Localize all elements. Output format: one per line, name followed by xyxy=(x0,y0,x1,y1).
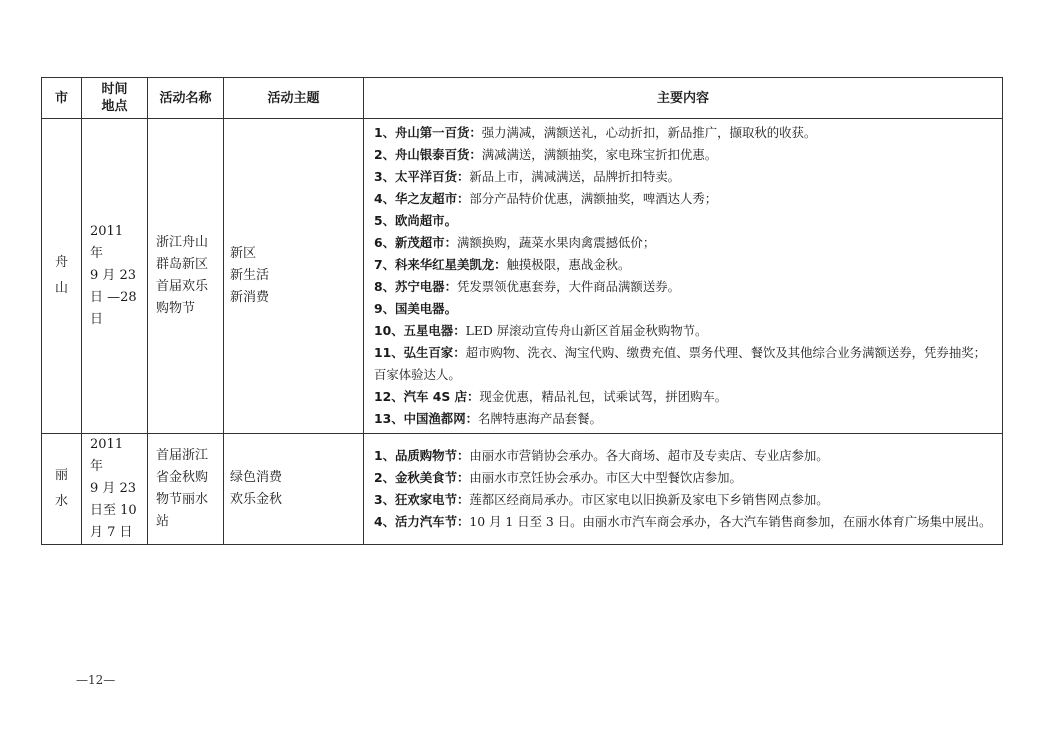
content-item-head: 1、品质购物节： xyxy=(374,448,470,463)
content-item-head: 3、太平洋百货： xyxy=(374,169,470,184)
content-item xyxy=(374,408,994,430)
activity-name-line: 物节丽水 xyxy=(156,492,209,507)
content-item xyxy=(374,445,994,467)
content-item-head: 3、狂欢家电节： xyxy=(374,492,470,507)
content-item-head: 6、新茂超市： xyxy=(374,235,457,250)
header-time-place: 时间 地点 xyxy=(82,78,148,119)
content-item xyxy=(374,489,994,511)
header-activity-name: 活动名称 xyxy=(148,78,224,119)
content-item-head: 13、中国渔都网： xyxy=(374,411,478,426)
activity-theme-cell xyxy=(224,119,364,434)
time-line: 9 月 23 xyxy=(90,268,137,283)
main-content-cell xyxy=(364,119,1003,434)
activity-name-line: 站 xyxy=(156,514,170,529)
content-item-text: 满减满送，满额抽奖，家电珠宝折扣优惠。 xyxy=(481,147,718,162)
city-char: 山 xyxy=(54,281,68,296)
table-row xyxy=(42,119,1003,434)
activity-theme-line: 新消费 xyxy=(230,290,270,305)
content-item-head: 9、国美电器。 xyxy=(374,301,457,316)
content-item-text: 由丽水市烹饪协会承办。市区大中型餐饮店参加。 xyxy=(469,470,742,485)
activity-theme-cell xyxy=(224,434,364,545)
content-item xyxy=(374,342,994,386)
main-content-cell xyxy=(364,434,1003,545)
activity-name-line: 群岛新区 xyxy=(156,257,209,272)
header-city: 市 xyxy=(42,78,82,119)
table-row xyxy=(42,434,1003,545)
activity-theme-line: 欢乐金秋 xyxy=(230,492,283,507)
content-item-head: 10、五星电器： xyxy=(374,323,466,338)
content-item-text: 满额换购，蔬菜水果肉禽震撼低价； xyxy=(456,235,656,250)
city-cell xyxy=(42,434,82,545)
content-item-head: 12、汽车 4S 店： xyxy=(374,389,480,404)
header-main-content: 主要内容 xyxy=(364,78,1003,119)
activity-name-line: 浙江舟山 xyxy=(156,235,209,250)
header-activity-theme: 活动主题 xyxy=(224,78,364,119)
content-item-head: 2、金秋美食节： xyxy=(374,470,470,485)
city-char: 舟 xyxy=(54,255,68,270)
content-item-head: 11、弘生百家： xyxy=(374,345,466,360)
content-item-text: 现金优惠，精品礼包，试乘试驾，拼团购车。 xyxy=(479,389,728,404)
time-line: 2011 年 xyxy=(90,437,124,474)
content-item xyxy=(374,166,994,188)
time-line: 2011 年 xyxy=(90,224,124,261)
content-item-text: 凭发票领优惠套券，大件商品满额送券。 xyxy=(456,279,680,294)
content-item-text: 触摸极限，惠战金秋。 xyxy=(506,257,631,272)
time-place-cell xyxy=(82,434,148,545)
content-item xyxy=(374,511,994,533)
activity-name-cell xyxy=(148,434,224,545)
content-item xyxy=(374,298,994,320)
content-item-text: 新品上市，满减满送，品牌折扣特卖。 xyxy=(469,169,680,184)
content-item xyxy=(374,320,994,342)
content-item xyxy=(374,122,994,144)
content-item-head: 1、舟山第一百货： xyxy=(374,125,482,140)
activity-name-line: 省金秋购 xyxy=(156,470,209,485)
content-item xyxy=(374,276,994,298)
content-item xyxy=(374,210,994,232)
content-item xyxy=(374,386,994,408)
city-char: 水 xyxy=(54,494,68,509)
time-line: 日至 10 xyxy=(90,503,137,518)
activity-name-line: 首届浙江 xyxy=(156,448,209,463)
content-item xyxy=(374,254,994,276)
activity-name-line: 首届欢乐 xyxy=(156,279,209,294)
city-char: 丽 xyxy=(54,468,68,483)
content-item-head: 4、华之友超市： xyxy=(374,191,470,206)
content-item-text: 部分产品特价优惠，满额抽奖，啤酒达人秀； xyxy=(469,191,718,206)
content-item xyxy=(374,144,994,166)
time-place-cell xyxy=(82,119,148,434)
content-item-text: LED 屏滚动宣传舟山新区首届金秋购物节。 xyxy=(465,323,708,338)
content-item xyxy=(374,188,994,210)
content-item-head: 5、欧尚超市。 xyxy=(374,213,457,228)
city-cell xyxy=(42,119,82,434)
content-item-text: 由丽水市营销协会承办。各大商场、超市及专卖店、专业店参加。 xyxy=(469,448,829,463)
activity-theme-line: 绿色消费 xyxy=(230,470,283,485)
content-item xyxy=(374,467,994,489)
content-item-text: 名牌特惠海产品套餐。 xyxy=(477,411,602,426)
activity-name-cell xyxy=(148,119,224,434)
content-item-head: 8、苏宁电器： xyxy=(374,279,457,294)
time-line: 月 7 日 xyxy=(90,525,133,540)
activity-theme-line: 新区 xyxy=(230,246,257,261)
content-item-text: 10 月 1 日至 3 日。由丽水市汽车商会承办，各大汽车销售商参加，在丽水体育广场集中展出。 xyxy=(469,514,992,529)
content-item-text: 莲都区经商局承办。市区家电以旧换新及家电下乡销售网点参加。 xyxy=(469,492,829,507)
activity-table xyxy=(41,77,1003,545)
table-header-row xyxy=(42,78,1003,119)
time-line: 日 xyxy=(90,312,104,327)
activity-theme-line: 新生活 xyxy=(230,268,270,283)
content-item-text: 超市购物、洗衣、淘宝代购、缴费充值、票务代理、餐饮及其他综合业务满额送券，凭券抽奖；百家体验达人。 xyxy=(374,345,986,382)
content-item-head: 4、活力汽车节： xyxy=(374,514,470,529)
content-item xyxy=(374,232,994,254)
content-item-head: 7、科来华红星美凯龙： xyxy=(374,257,507,272)
content-item-head: 2、舟山银泰百货： xyxy=(374,147,482,162)
content-item-text: 强力满减，满额送礼，心动折扣，新品推广，撷取秋的收获。 xyxy=(481,125,817,140)
time-line: 9 月 23 xyxy=(90,481,137,496)
activity-name-line: 购物节 xyxy=(156,301,196,316)
time-line: 日 —28 xyxy=(90,290,137,305)
page-number: —12— xyxy=(76,673,116,687)
